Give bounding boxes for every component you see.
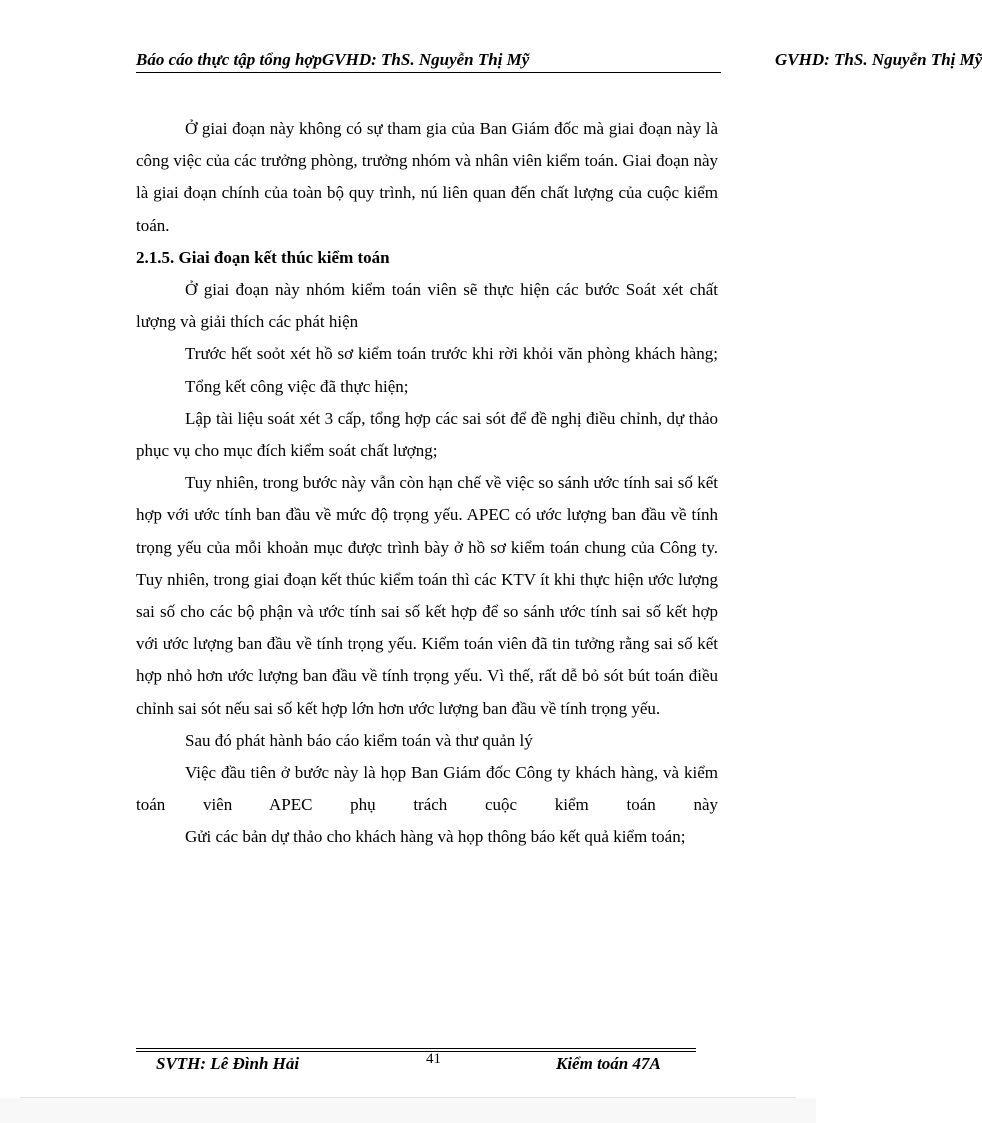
footer-divider	[136, 1048, 696, 1049]
paragraph: Việc đầu tiên ở bước này là họp Ban Giám đốc Công ty khách hàng, và kiểm toán viên APEC phụ trách cuộc kiểm toán này	[136, 763, 718, 815]
paragraph: Ở giai đoạn này không có sự tham gia của Ban Giám đốc mà giai đoạn này là công việc của các trưởng phòng, trưởng nhóm và nhân viên kiểm toán. Giai đoạn này là giai đoạn chính của toàn bộ quy trình, nú liên quan đến chất lượng của cuộc kiểm toán.	[136, 119, 718, 235]
paragraph: Tuy nhiên, trong bước này vẫn còn hạn chế về việc so sánh ước tính sai số kết hợp với ước tính ban đầu về mức độ trọng yếu. APEC có ước lượng ban đầu về tính trọng yếu của mỗi khoản mục được trình bày ở hồ sơ kiểm toán chung của Công ty. Tuy nhiên, trong giai đoạn kết thúc kiểm toán thì các KTV ít khi thực hiện ước lượng sai số cho các bộ phận và ước tính sai số kết hợp để so sánh ước tính sai số kết hợp với ước lượng ban đầu về tính trọng yếu. Kiểm toán viên đã tin tưởng rằng sai số kết hợp nhỏ hơn ước lượng ban đầu về tính trọng yếu. Vì thế, rất dễ bỏ sót bút toán điều chỉnh sai sót nếu sai số kết hợp lớn hơn ước lượng ban đầu về tính trọng yếu.	[136, 473, 718, 718]
footer-divider	[136, 1051, 696, 1052]
section-heading: 2.1.5. Giai đoạn kết thúc kiểm toán	[136, 247, 390, 267]
paragraph: Sau đó phát hành báo cáo kiểm toán và thư quản lý	[185, 730, 533, 750]
header-supervisor: GVHD: ThS. Nguyễn Thị Mỹ	[775, 50, 982, 69]
paragraph: Tổng kết công việc đã thực hiện;	[185, 376, 409, 396]
footer-student: SVTH: Lê Đình Hải	[156, 1054, 300, 1073]
paragraph: Ở giai đoạn này nhóm kiểm toán viên sẽ thực hiện các bước Soát xét chất lượng và giải thích các phát hiện	[136, 280, 718, 332]
header-right-clip	[775, 50, 982, 72]
footer-class: Kiểm toán 47A	[556, 1054, 661, 1073]
paragraph: Lập tài liệu soát xét 3 cấp, tổng hợp các sai sót để đề nghị điều chỉnh, dự thảo phục vụ cho mục đích kiểm soát chất lượng;	[136, 408, 718, 461]
paragraph: Trước hết soỏt xét hồ sơ kiểm toán trước khi rời khỏi văn phòng khách hàng;	[185, 344, 718, 364]
page-header	[136, 50, 721, 73]
body-content	[136, 113, 718, 854]
page-bottom-band	[0, 1098, 816, 1123]
header-title: Báo cáo thực tập tổng hợpGVHD: ThS. Nguyễn Thị Mỹ	[136, 50, 530, 69]
page-number: 41	[426, 1051, 441, 1067]
paragraph: Gửi các bản dự thảo cho khách hàng và họp thông báo kết quả kiểm toán;	[185, 827, 686, 847]
